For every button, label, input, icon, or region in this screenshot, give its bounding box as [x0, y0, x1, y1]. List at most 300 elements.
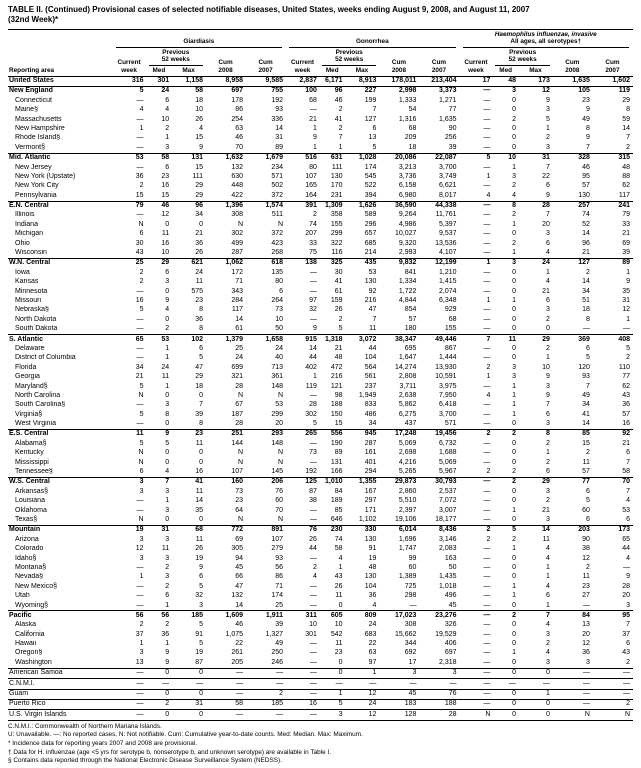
table-row — [8, 363, 633, 372]
value-cell: 854 — [404, 306, 417, 314]
value-cell: 256 — [444, 134, 457, 142]
value-cell: 3,072 — [346, 335, 380, 345]
value-cell: 0 — [493, 668, 519, 678]
value-cell: 516 — [286, 153, 320, 163]
value-cell: 60 — [582, 506, 590, 514]
value-cell: 2 — [512, 535, 517, 543]
table-row — [8, 201, 633, 211]
value-cell: 3 — [545, 382, 550, 390]
table-row — [8, 630, 633, 639]
value-cell: 23 — [235, 497, 244, 505]
table-row — [8, 163, 633, 172]
table-row — [8, 410, 633, 419]
table-row — [8, 668, 633, 678]
value-cell: 361 — [271, 373, 284, 381]
value-cell: 4 — [338, 554, 343, 562]
value-cell: 11,761 — [435, 211, 457, 219]
value-cell: 15,662 — [395, 630, 417, 638]
value-cell: 35 — [195, 506, 204, 514]
value-cell: 3 — [199, 601, 204, 609]
value-cell: — — [460, 86, 494, 96]
value-cell: 30 — [334, 268, 343, 276]
value-cell: 6 — [585, 515, 590, 523]
value-cell: 1,334 — [398, 278, 417, 286]
value-cell: 11 — [161, 373, 170, 381]
value-cell: 8 — [165, 410, 170, 418]
value-cell: 0 — [338, 601, 343, 609]
value-cell: 69 — [622, 239, 630, 247]
value-cell: 189 — [330, 497, 343, 505]
value-cell: 161 — [364, 449, 377, 457]
value-cell: 59 — [622, 115, 630, 123]
value-cell: 87 — [195, 658, 204, 666]
value-cell: 85 — [553, 429, 593, 439]
value-cell: 0 — [512, 630, 517, 638]
value-cell: 45 — [448, 601, 457, 609]
value-cell: 1,318 — [320, 335, 346, 345]
value-cell: 174 — [364, 163, 377, 171]
value-cell: 6 — [585, 344, 590, 352]
value-cell: 2 — [545, 134, 550, 142]
value-cell: — — [483, 249, 491, 257]
footnote: † Data for H. influenzae (age <5 yrs for serotype b, nonserotype b, and unknown serotype) are available in Table I. — [8, 748, 331, 756]
value-cell: — — [309, 640, 317, 648]
value-cell: 9 — [313, 134, 317, 142]
current-week-header: Current week — [460, 48, 494, 76]
value-cell: 0 — [512, 287, 517, 295]
value-cell: 1,389 — [398, 573, 417, 581]
value-cell: 2,993 — [398, 249, 417, 257]
value-cell: 69 — [235, 535, 244, 543]
value-cell: 231 — [330, 191, 343, 199]
max-header: Max — [172, 66, 206, 76]
table-row — [8, 297, 633, 306]
value-cell: 6,418 — [438, 401, 457, 409]
value-cell: 28 — [235, 420, 244, 428]
value-cell: 74 — [309, 220, 317, 228]
area-cell: Arkansas§ — [15, 487, 49, 495]
value-cell: 2 — [512, 239, 517, 247]
value-cell: 41 — [334, 115, 343, 123]
value-cell: 2,808 — [398, 373, 417, 381]
value-cell: 117 — [618, 191, 630, 199]
value-cell: 26 — [334, 582, 343, 590]
value-cell: — — [286, 689, 320, 699]
value-cell: 9 — [165, 297, 170, 304]
value-cell: 65 — [113, 335, 147, 345]
value-cell: 29 — [195, 373, 204, 381]
value-cell: 6 — [139, 468, 144, 476]
table-row — [8, 315, 633, 324]
value-cell: 250 — [271, 649, 284, 657]
value-cell: 3 — [545, 515, 550, 523]
value-cell: 12 — [582, 640, 590, 648]
value-cell: 7 — [545, 163, 550, 171]
value-cell: 571 — [444, 420, 457, 428]
value-cell: — — [483, 458, 491, 466]
area-cell: North Dakota — [15, 315, 57, 323]
table-row — [8, 115, 633, 124]
value-cell: 68 — [172, 525, 206, 535]
value-cell: — — [460, 477, 494, 487]
value-cell: 685 — [364, 239, 377, 247]
area-cell: Missouri — [15, 297, 42, 304]
value-cell: 1,635 — [438, 115, 457, 123]
value-cell: 17 — [482, 77, 491, 85]
value-cell: 1,444 — [438, 354, 457, 362]
value-cell: 5 — [545, 115, 550, 123]
value-cell: 188 — [330, 401, 343, 409]
value-cell: 2,083 — [438, 545, 457, 553]
value-cell: 87 — [309, 487, 317, 495]
value-cell: 164 — [305, 191, 317, 199]
value-cell: 11 — [335, 640, 343, 648]
value-cell: 31 — [147, 525, 173, 535]
value-cell: 174 — [271, 592, 284, 600]
value-cell: 4,216 — [398, 458, 417, 466]
value-cell: 38 — [309, 497, 317, 505]
value-cell: 57 — [582, 468, 590, 476]
value-cell: 6 — [545, 468, 550, 476]
table-title-line1: TABLE II. (Continued) Provisional cases of selected notifiable diseases, United States, weeks ending August 9, 2008, and August 11, 2007 — [8, 5, 530, 14]
value-cell: — — [346, 679, 380, 689]
value-cell: 4,107 — [438, 249, 457, 257]
value-cell: 65 — [622, 535, 630, 543]
value-cell: 57 — [582, 182, 590, 190]
value-cell: 0 — [147, 689, 173, 699]
value-cell: 2 — [512, 182, 517, 190]
value-cell: 8,017 — [438, 191, 457, 199]
value-cell: 4 — [626, 554, 630, 562]
value-cell: — — [147, 679, 173, 689]
value-cell: 6 — [545, 239, 550, 247]
value-cell: 3,213 — [398, 163, 417, 171]
value-cell: — — [483, 220, 491, 228]
value-cell: 2 — [545, 497, 550, 505]
value-cell: 24 — [275, 344, 284, 352]
value-cell: 4 — [486, 391, 491, 399]
value-cell: 14 — [582, 230, 590, 238]
value-cell: 213,404 — [431, 77, 457, 85]
value-cell: 44 — [368, 344, 377, 352]
value-cell: 1 — [512, 410, 517, 418]
value-cell: 344 — [404, 640, 417, 648]
value-cell: — — [483, 278, 491, 286]
value-cell: 322 — [330, 239, 343, 247]
value-cell: 1,158 — [185, 77, 204, 85]
value-cell: 46 — [334, 96, 343, 104]
value-cell: 372 — [271, 230, 284, 238]
area-cell: New England — [8, 86, 113, 96]
value-cell: 119 — [593, 86, 633, 96]
value-cell: 657 — [364, 230, 377, 238]
value-cell: 3 — [545, 420, 550, 428]
value-cell: 1 — [165, 497, 170, 505]
value-cell: 29 — [519, 335, 553, 345]
value-cell: 39 — [275, 621, 284, 629]
value-cell: 1,309 — [320, 201, 346, 211]
value-cell: 40 — [275, 354, 284, 362]
value-cell: 1,028 — [346, 153, 380, 163]
value-cell: 116 — [331, 249, 343, 257]
value-cell: 945 — [346, 429, 380, 439]
value-cell: 183 — [379, 699, 419, 709]
value-cell: 5,069 — [438, 458, 457, 466]
area-cell: Mountain — [8, 525, 113, 535]
footnotes — [8, 723, 633, 766]
value-cell: 1 — [338, 143, 343, 151]
value-cell: 2 — [139, 621, 144, 629]
value-cell: 3,711 — [399, 382, 417, 390]
value-cell: 8 — [199, 420, 204, 428]
value-cell: 53 — [622, 506, 630, 514]
area-cell: New Jersey — [15, 163, 52, 171]
value-cell: — — [409, 601, 417, 609]
value-cell: 34 — [582, 287, 590, 295]
value-cell: 1 — [545, 563, 550, 571]
value-cell: — — [593, 668, 633, 678]
value-cell: 1 — [313, 124, 317, 132]
value-cell: 5,069 — [398, 439, 417, 447]
value-cell: 321 — [231, 373, 244, 381]
value-cell: 0 — [512, 420, 517, 428]
value-cell: — — [460, 699, 494, 709]
area-cell: Maine§ — [15, 106, 38, 114]
value-cell: 369 — [553, 335, 593, 345]
value-cell: 46 — [235, 134, 244, 142]
value-cell: 1,679 — [246, 153, 286, 163]
value-cell: 3 — [139, 535, 144, 543]
value-cell: — — [309, 458, 317, 466]
value-cell: 5 — [338, 325, 343, 333]
value-cell: 8 — [199, 306, 204, 314]
value-cell: 34 — [195, 211, 204, 219]
value-cell: 3 — [419, 668, 459, 678]
value-cell: — — [136, 497, 144, 505]
value-cell: 32 — [195, 592, 204, 600]
value-cell: 97 — [368, 658, 377, 666]
value-cell: 205 — [231, 658, 244, 666]
value-cell: 0 — [512, 134, 517, 142]
value-cell: 9 — [165, 658, 170, 666]
value-cell: 2 — [545, 439, 550, 447]
value-cell: 36 — [195, 239, 204, 247]
value-cell: 302 — [305, 410, 317, 418]
value-cell: 3,007 — [438, 506, 457, 514]
value-cell: 21 — [195, 230, 204, 238]
value-cell: 68 — [448, 315, 457, 323]
value-cell: 1 — [165, 640, 170, 648]
table-row — [8, 287, 633, 296]
value-cell: 3,700 — [438, 410, 457, 418]
value-cell: 435 — [346, 258, 380, 268]
value-cell: 14,274 — [395, 363, 417, 371]
value-cell: 5,397 — [438, 220, 457, 228]
value-cell: 39 — [448, 143, 457, 151]
value-cell: 833 — [364, 401, 377, 409]
area-cell: Florida — [15, 363, 37, 371]
value-cell: 326 — [444, 621, 457, 629]
value-cell: 18 — [582, 306, 590, 314]
value-cell: 6 — [545, 592, 550, 600]
value-cell: 2 — [165, 582, 170, 590]
value-cell: 1 — [165, 354, 170, 362]
value-cell: 73 — [275, 306, 284, 314]
area-cell: Puerto Rico — [8, 699, 113, 709]
value-cell: 46 — [235, 621, 244, 629]
value-cell: N — [593, 710, 633, 720]
value-cell: 0 — [512, 106, 517, 114]
value-cell: 130 — [578, 191, 590, 199]
value-cell: — — [483, 163, 491, 171]
area-cell: Idaho§ — [15, 554, 37, 562]
value-cell: 6,275 — [398, 410, 417, 418]
value-cell: 8 — [585, 124, 590, 132]
area-cell: North Carolina — [15, 391, 61, 399]
value-cell: 1 — [512, 249, 517, 257]
value-cell: 1 — [512, 163, 517, 171]
value-cell: 76 — [275, 487, 284, 495]
value-cell: 77 — [622, 373, 630, 381]
value-cell: 53 — [275, 401, 284, 409]
area-cell: C.N.M.I. — [8, 679, 113, 689]
value-cell: 2 — [545, 344, 550, 352]
value-cell: 3 — [379, 668, 419, 678]
value-cell: 80 — [275, 278, 284, 286]
value-cell: 188 — [419, 699, 459, 709]
value-cell: — — [483, 497, 491, 505]
table-row — [8, 182, 633, 191]
value-cell: 5 — [113, 86, 147, 96]
value-cell: 19,529 — [435, 630, 457, 638]
value-cell: 1,271 — [438, 96, 457, 104]
value-cell: 127 — [553, 258, 593, 268]
value-cell: 214 — [364, 249, 377, 257]
area-cell: Tennessee§ — [15, 468, 53, 476]
value-cell: 241 — [593, 201, 633, 211]
area-cell: Iowa — [15, 268, 30, 276]
table-row — [8, 429, 633, 439]
value-cell: 0 — [512, 230, 517, 238]
value-cell: 16 — [195, 468, 204, 476]
area-cell: Connecticut — [15, 96, 52, 104]
value-cell: 96 — [582, 239, 590, 247]
value-cell: 4,844 — [398, 297, 417, 304]
value-cell: 21 — [135, 373, 144, 381]
value-cell: 33 — [309, 239, 317, 247]
value-cell: 1 — [626, 315, 630, 323]
value-cell: — — [593, 689, 633, 699]
value-cell: 20 — [275, 420, 284, 428]
value-cell: 39 — [195, 410, 204, 418]
value-cell: 0 — [165, 458, 170, 466]
value-cell: 74 — [582, 211, 590, 219]
value-cell: 9 — [313, 325, 317, 333]
value-cell: 27 — [582, 592, 590, 600]
value-cell: 5 — [139, 439, 144, 447]
value-cell: 16 — [161, 182, 170, 190]
value-cell: 84 — [553, 611, 593, 621]
value-cell: — — [483, 344, 491, 352]
value-cell: 26 — [334, 306, 343, 314]
value-cell: 46 — [582, 163, 590, 171]
value-cell: 3 — [545, 306, 550, 314]
value-cell: 1,415 — [438, 278, 457, 286]
value-cell: 5,265 — [398, 468, 417, 476]
value-cell: 391 — [286, 201, 320, 211]
value-cell: 305 — [231, 545, 244, 553]
value-cell: 7 — [147, 477, 173, 487]
value-cell: 402 — [305, 363, 317, 371]
value-cell: 1 — [545, 449, 550, 457]
table-row — [8, 487, 633, 496]
value-cell: 132 — [231, 592, 244, 600]
table-row — [8, 477, 633, 487]
value-cell: 43 — [135, 249, 144, 257]
value-cell: 110 — [618, 363, 630, 371]
value-cell: 1,379 — [206, 335, 246, 345]
value-cell: — — [460, 689, 494, 699]
value-cell: 692 — [404, 649, 417, 657]
area-cell: West Virginia — [15, 420, 56, 428]
value-cell: 297 — [364, 497, 377, 505]
area-cell: Pennsylvania — [15, 191, 57, 199]
value-cell: 4 — [313, 573, 317, 581]
value-cell: — — [483, 563, 491, 571]
value-cell: — — [136, 401, 144, 409]
value-cell: 5 — [493, 525, 519, 535]
value-cell: 2 — [139, 182, 144, 190]
value-cell: 31 — [622, 297, 630, 304]
value-cell: 1 — [460, 258, 494, 268]
value-cell: — — [483, 211, 491, 219]
value-cell: 19 — [195, 649, 204, 657]
value-cell: 48 — [622, 163, 630, 171]
value-cell: — — [309, 391, 317, 399]
value-cell: N — [278, 220, 284, 228]
value-cell: 2 — [585, 449, 590, 457]
value-cell: 3 — [512, 172, 517, 180]
value-cell: 76 — [419, 689, 459, 699]
value-cell: 24 — [235, 354, 244, 362]
value-cell: N — [553, 710, 593, 720]
value-cell: 185 — [246, 699, 286, 709]
footnote: U: Unavailable. —: No reported cases. N: Not notifiable. Cum: Cumulative year-to-date counts. Med: Median. Max: Maximum. — [8, 731, 363, 739]
value-cell: — — [136, 163, 144, 171]
table-row — [8, 86, 633, 96]
area-cell: Utah — [15, 592, 30, 600]
value-cell: — — [113, 699, 147, 709]
value-cell: 296 — [364, 220, 377, 228]
area-cell: Colorado — [15, 545, 44, 553]
value-cell: 1,635 — [572, 77, 590, 85]
value-cell: 23 — [582, 96, 590, 104]
value-cell: 5 — [139, 382, 144, 390]
value-cell: 10,027 — [395, 230, 417, 238]
value-cell: — — [483, 239, 491, 247]
value-cell: 24 — [346, 699, 380, 709]
table-row — [8, 96, 633, 105]
value-cell: 47 — [368, 306, 377, 314]
value-cell: 10 — [161, 115, 170, 123]
value-cell: 58 — [172, 86, 206, 96]
value-cell: 0 — [512, 449, 517, 457]
value-cell: 2 — [460, 429, 494, 439]
value-cell: 1,010 — [320, 477, 346, 487]
value-cell: 7 — [545, 211, 550, 219]
value-cell: 62 — [622, 382, 630, 390]
table-row — [8, 563, 633, 572]
